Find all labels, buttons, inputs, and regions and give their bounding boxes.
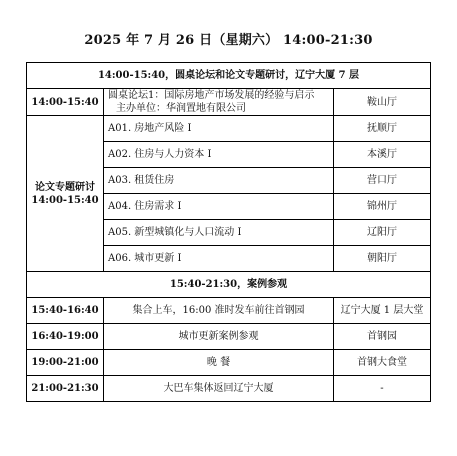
table-row-paper (27, 116, 431, 142)
table-row-roundtable (27, 89, 431, 116)
table-row-event (27, 376, 431, 402)
paper-item: A01. 房地产风险 I (104, 116, 334, 142)
section-header-forum: 14:00-15:40，圆桌论坛和论文专题研讨，辽宁大厦 7 层 (27, 63, 431, 89)
venue-cell: 本溪厅 (334, 142, 431, 168)
paper-item: A02. 住房与人力资本 I (104, 142, 334, 168)
paper-item: A06. 城市更新 I (104, 246, 334, 272)
venue-cell: 鞍山厅 (334, 89, 431, 116)
venue-cell: 首钢园 (334, 324, 431, 350)
paper-item: A05. 新型城镇化与人口流动 I (104, 220, 334, 246)
roundtable-host: 主办单位：华润置地有限公司 (116, 103, 246, 114)
event-desc: 晚 餐 (104, 350, 334, 376)
venue-cell: 辽阳厅 (334, 220, 431, 246)
time-cell: 19:00-21:00 (27, 350, 104, 376)
table-row-event (27, 298, 431, 324)
paper-item: A03. 租赁住房 (104, 168, 334, 194)
time-cell: 21:00-21:30 (27, 376, 104, 402)
venue-cell: 营口厅 (334, 168, 431, 194)
paper-item: A04. 住房需求 I (104, 194, 334, 220)
venue-cell: 首钢大食堂 (334, 350, 431, 376)
paper-session-title: 论文专题研讨 (35, 181, 95, 193)
paper-session-label (27, 116, 104, 272)
schedule-table (26, 62, 431, 402)
event-desc: 集合上车，16:00 准时发车前往首钢园 (104, 298, 334, 324)
time-cell: 16:40-19:00 (27, 324, 104, 350)
page-title: 2025 年 7 月 26 日（星期六） 14:00-21:30 (84, 33, 373, 48)
venue-cell: 辽宁大厦 1 层大堂 (334, 298, 431, 324)
section-header-visit: 15:40-21:30，案例参观 (27, 272, 431, 298)
section-header-row (27, 272, 431, 298)
paper-session-time: 14:00-15:40 (31, 194, 99, 206)
roundtable-title: 圆桌论坛1：国际房地产市场发展的经验与启示 (108, 90, 315, 101)
table-row-event (27, 324, 431, 350)
time-cell: 15:40-16:40 (27, 298, 104, 324)
venue-cell: 朝阳厅 (334, 246, 431, 272)
venue-cell: - (334, 376, 431, 402)
event-desc: 大巴车集体返回辽宁大厦 (104, 376, 334, 402)
table-row-event (27, 350, 431, 376)
time-cell: 14:00-15:40 (27, 89, 104, 116)
venue-cell: 抚顺厅 (334, 116, 431, 142)
event-desc: 城市更新案例参观 (104, 324, 334, 350)
section-header-row (27, 63, 431, 89)
venue-cell: 锦州厅 (334, 194, 431, 220)
roundtable-cell (104, 89, 334, 116)
